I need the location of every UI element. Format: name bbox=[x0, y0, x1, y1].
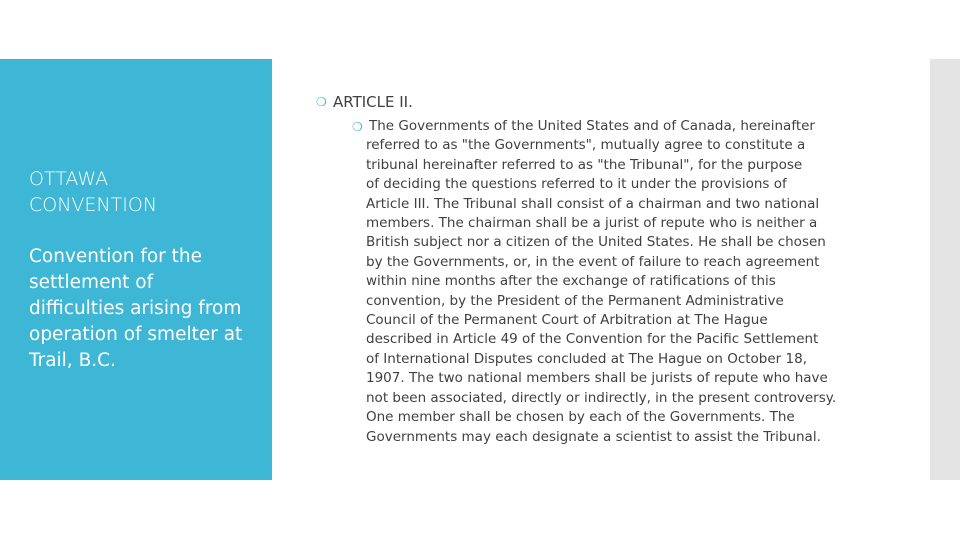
body-line: described in Article 49 of the Convention for the Pacific Settlement bbox=[366, 331, 819, 348]
article-body bbox=[352, 117, 892, 447]
bullet-icon: ❍ bbox=[316, 95, 327, 109]
body-line: convention, by the President of the Permanent Administrative bbox=[366, 292, 784, 309]
body-line: British subject nor a citizen of the United States. He shall be chosen bbox=[366, 234, 826, 251]
subtitle-line: settlement of bbox=[29, 272, 154, 293]
bullet-icon: ❍ bbox=[352, 120, 363, 134]
slide-title-line: OTTAWA bbox=[29, 168, 109, 190]
article-body-text bbox=[352, 117, 892, 447]
body-line: Council of the Permanent Court of Arbitration at The Hague bbox=[366, 312, 768, 329]
body-line: referred to as "the Governments", mutually agree to constitute a bbox=[366, 137, 806, 154]
body-line: One member shall be chosen by each of the Governments. The bbox=[366, 409, 795, 426]
body-line: of International Disputes concluded at The Hague on October 18, bbox=[366, 350, 807, 367]
body-line: Governments may each designate a scientist to assist the Tribunal. bbox=[366, 428, 821, 445]
article-heading bbox=[316, 91, 413, 113]
slide-title-line: CONVENTION bbox=[29, 194, 158, 216]
slide-title bbox=[29, 166, 264, 218]
body-line: within nine months after the exchange of ratifications of this bbox=[366, 273, 776, 290]
slide-subtitle bbox=[29, 244, 267, 374]
body-line: of deciding the questions referred to it under the provisions of bbox=[366, 176, 787, 193]
article-heading-text: ARTICLE II. bbox=[333, 93, 413, 111]
side-accent-bar bbox=[930, 59, 960, 480]
body-line: by the Governments, or, in the event of failure to reach agreement bbox=[366, 253, 820, 270]
body-line: Article III. The Tribunal shall consist of a chairman and two national bbox=[366, 195, 820, 212]
body-line: The Governments of the United States and of Canada, hereinafter bbox=[369, 118, 815, 134]
subtitle-line: Convention for the bbox=[29, 246, 203, 267]
subtitle-line: Trail, B.C. bbox=[29, 350, 116, 371]
body-line: not been associated, directly or indirectly, in the present controversy. bbox=[366, 389, 837, 406]
body-line: 1907. The two national members shall be jurists of repute who have bbox=[366, 370, 828, 387]
subtitle-line: operation of smelter at bbox=[29, 324, 243, 345]
body-line: members. The chairman shall be a jurist of repute who is neither a bbox=[366, 215, 818, 232]
subtitle-line: difficulties arising from bbox=[29, 298, 242, 319]
body-line: tribunal hereinafter referred to as "the Tribunal", for the purpose bbox=[366, 156, 803, 173]
